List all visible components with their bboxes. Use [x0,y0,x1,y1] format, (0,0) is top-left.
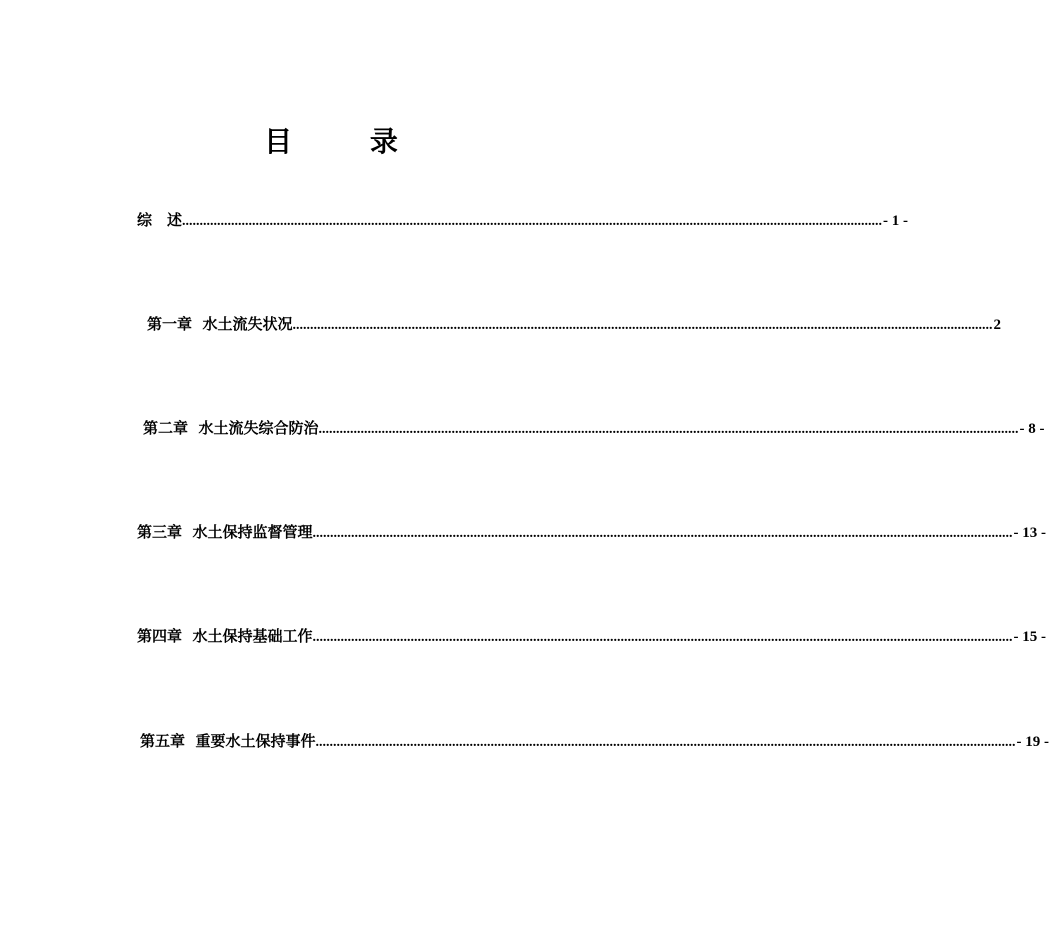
toc-title: 目 录 [264,125,432,158]
toc-entry[interactable] [137,208,909,232]
toc-entry-page: - 1 - [883,213,909,229]
toc-entry-page: - 19 - [1016,734,1049,750]
toc-dot-leader: ........................................................................................................................................................................................................ [312,630,1013,645]
toc-dot-leader: ........................................................................................................................................................................................................ [312,526,1013,541]
toc-dot-leader: ........................................................................................................................................................................................................ [318,422,1019,437]
toc-entry-label: 第五章 重要水土保持事件 [140,732,316,750]
toc-dot-leader: ........................................................................................................................................................................................................ [182,214,883,229]
toc-entry[interactable] [137,520,1046,544]
toc-entry-label: 第二章 水土流失综合防治 [143,419,319,437]
toc-entry-label: 第三章 水土保持监督管理 [137,523,313,541]
toc-entry[interactable] [140,729,1049,753]
toc-entry-page: - 8 - [1019,421,1045,437]
toc-dot-leader: ........................................................................................................................................................................................................ [315,735,1016,750]
toc-entry-label: 第四章 水土保持基础工作 [137,627,313,645]
toc-entry[interactable] [137,624,1046,648]
toc-entry-page: 2 [993,317,1001,333]
toc-entry-label: 第一章 水土流失状况 [147,315,293,333]
toc-entry-page: - 15 - [1013,629,1046,645]
toc-entry[interactable] [147,312,1001,336]
toc-entry-label: 综 述 [137,211,183,229]
toc-dot-leader: ........................................................................................................................................................................................................ [292,318,993,333]
toc-entry-page: - 13 - [1013,525,1046,541]
toc-entry[interactable] [143,416,1045,440]
